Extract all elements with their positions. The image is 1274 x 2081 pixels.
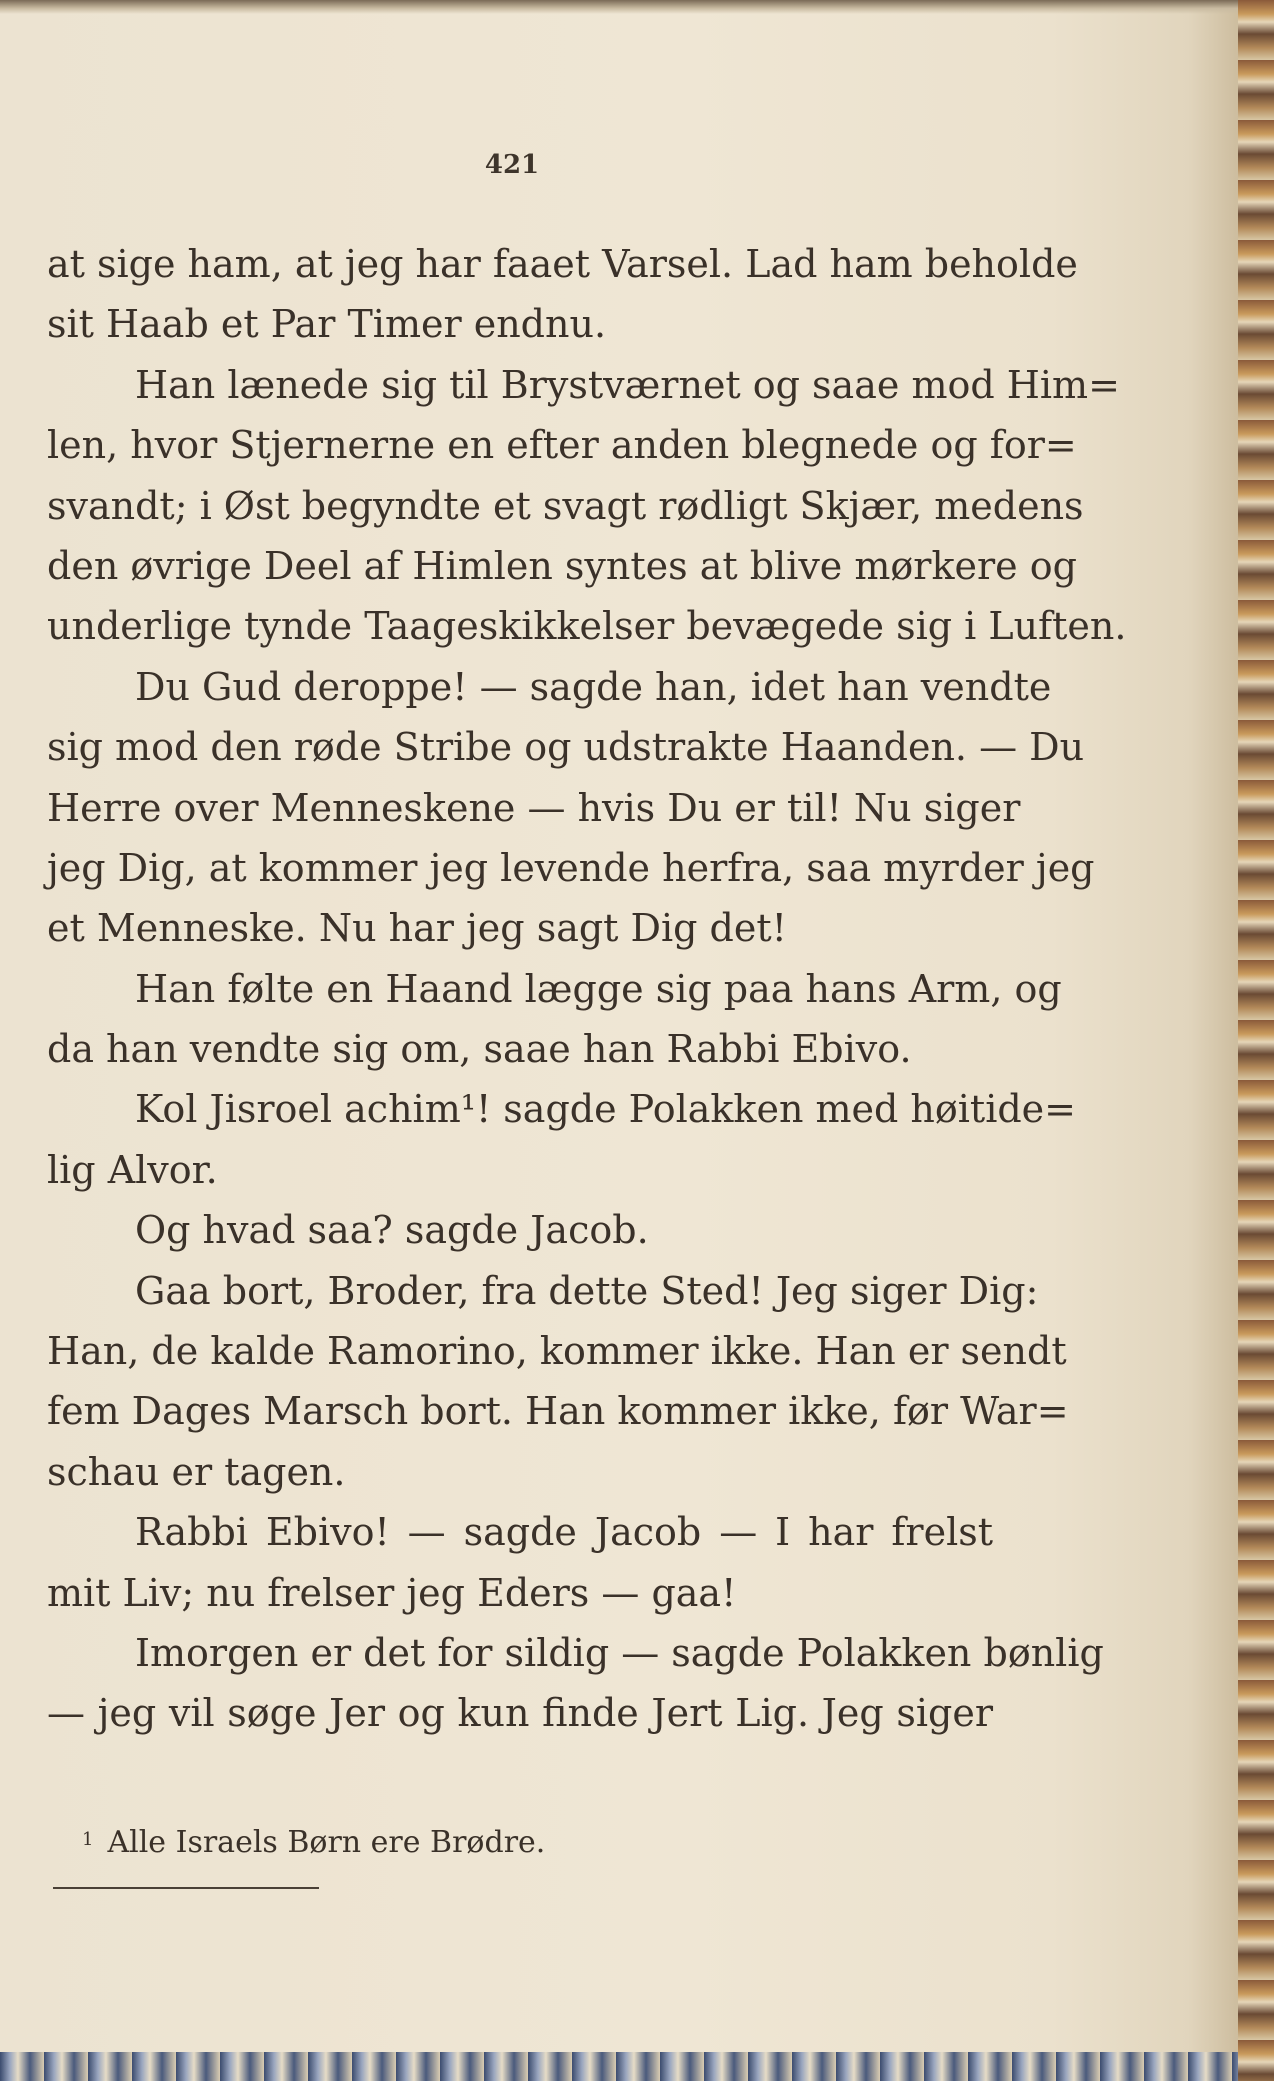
text-line: — jeg vil søge Jer og kun finde Jert Lig. Jeg siger [47, 1691, 993, 1736]
text-line: sit Haab et Par Timer endnu. [47, 302, 607, 347]
text-line: jeg Dig, at kommer jeg levende herfra, saa myrder jeg [47, 845, 1095, 890]
text-line: Imorgen er det for sildig — sagde Polakken bønlig [135, 1630, 1104, 1675]
text-line: fem Dages Marsch bort. Han kommer ikke, før War= [47, 1389, 1069, 1434]
text-line: svandt; i Øst begyndte et svagt rødligt Skjær, medens [47, 483, 1084, 528]
page-top-edge [0, 0, 1238, 14]
text-line: mit Liv; nu frelser jeg Eders — gaa! [47, 1570, 737, 1615]
text-line: Han lænede sig til Brystværnet og saae mod Him= [135, 362, 1120, 407]
text-line: sig mod den røde Stribe og udstrakte Haanden. — Du [47, 725, 1085, 770]
text-line: schau er tagen. [47, 1449, 346, 1494]
body-text [47, 234, 1127, 1744]
footnote-text: Alle Israels Børn ere Brødre. [107, 1825, 546, 1860]
text-line: Du Gud deroppe! — sagde han, idet han vendte [135, 664, 1052, 709]
text-line: Gaa bort, Broder, fra dette Sted! Jeg siger Dig: [135, 1268, 1039, 1313]
text-line: et Menneske. Nu har jeg sagt Dig det! [47, 906, 787, 951]
book-page-edges [1238, 0, 1274, 2081]
text-line: underlige tynde Taageskikkelser bevægede sig i Luften. [47, 604, 1127, 649]
text-line: den øvrige Deel af Himlen syntes at blive mørkere og [47, 543, 1077, 588]
text-line: Rabbi Ebivo! — sagde Jacob — I har frelst [135, 1510, 993, 1555]
text-line: lig Alvor. [47, 1147, 218, 1192]
footnote [82, 1825, 545, 1860]
footnote-marker: 1 [82, 1829, 94, 1850]
text-line: at sige ham, at jeg har faaet Varsel. Lad ham beholde [47, 242, 1078, 286]
text-line: Herre over Menneskene — hvis Du er til! Nu siger [47, 785, 1021, 830]
text-line: Kol Jisroel achim¹! sagde Polakken med høitide= [135, 1087, 1077, 1132]
text-line: Han, de kalde Ramorino, kommer ikke. Han er sendt [47, 1329, 1067, 1374]
text-line: Og hvad saa? sagde Jacob. [135, 1208, 649, 1253]
text-line: len, hvor Stjernerne en efter anden blegnede og for= [47, 423, 1077, 468]
text-line: Han følte en Haand lægge sig paa hans Arm, og [135, 966, 1062, 1011]
page-number: 421 [484, 150, 540, 180]
book-bottom-edge [0, 2052, 1238, 2081]
text-line: da han vendte sig om, saae han Rabbi Ebivo. [47, 1027, 912, 1072]
footnote-rule [53, 1887, 319, 1889]
